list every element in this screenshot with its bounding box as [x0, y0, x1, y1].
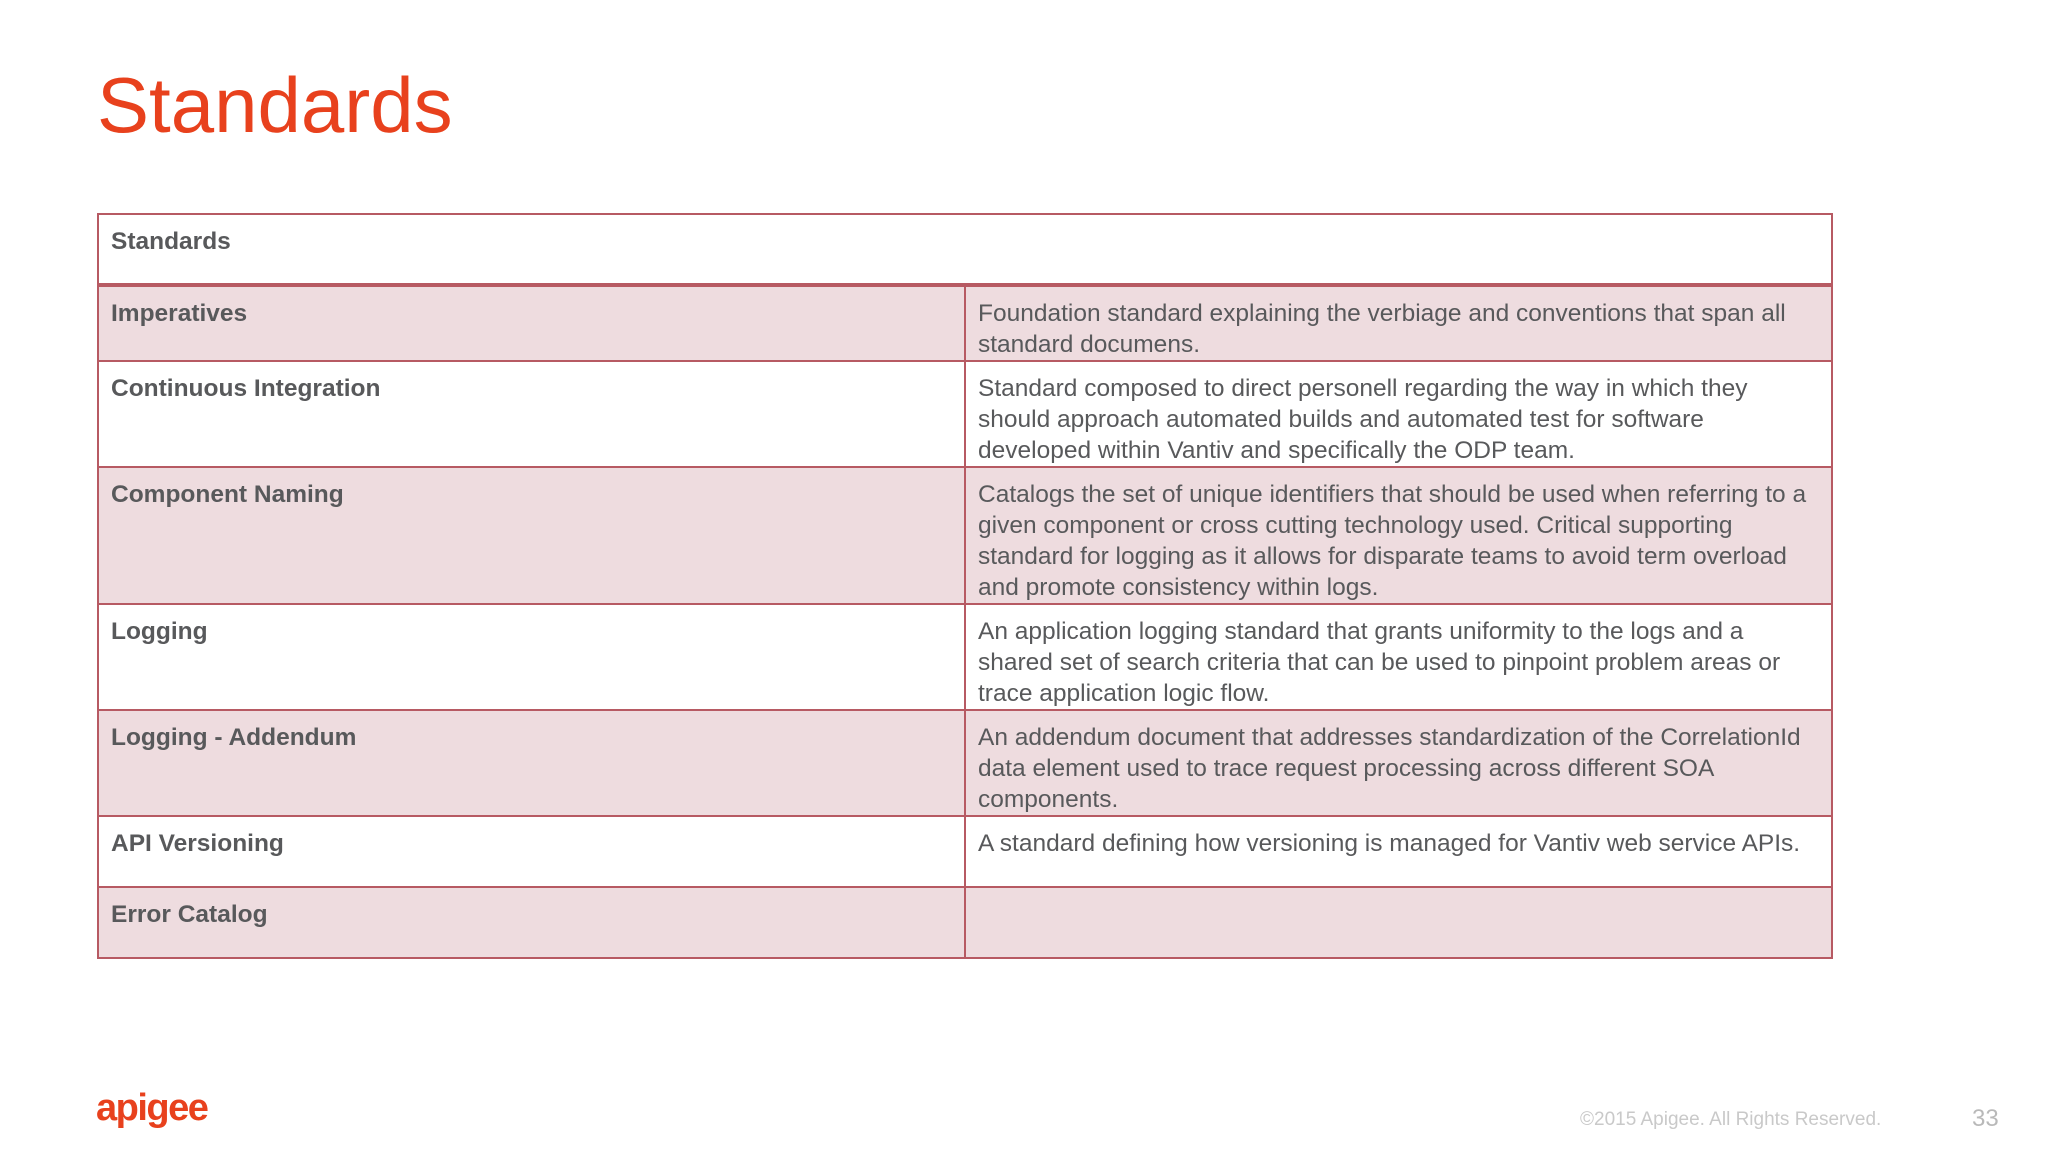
- table-row: [98, 467, 1832, 604]
- standard-description: Catalogs the set of unique identifiers that should be used when referring to a given component or cross cutting technology used. Critical supporting standard for logging as it allows for disparate teams to avoid term overload and promote consistency within logs.: [965, 467, 1832, 604]
- standard-name: Logging - Addendum: [98, 710, 965, 816]
- standard-description: Standard composed to direct personell regarding the way in which they should approach automated builds and automated test for software developed within Vantiv and specifically the ODP team.: [965, 361, 1832, 467]
- page-number: 33: [1972, 1105, 1999, 1132]
- standard-name: Error Catalog: [98, 887, 965, 958]
- standard-name: Logging: [98, 604, 965, 710]
- standards-table: [97, 213, 1833, 959]
- standard-description: [965, 887, 1832, 958]
- table-row: [98, 604, 1832, 710]
- standard-name: Imperatives: [98, 285, 965, 361]
- table-header-row: [98, 214, 1832, 285]
- table-header: Standards: [98, 214, 1832, 285]
- standard-name: API Versioning: [98, 816, 965, 887]
- standard-description: An application logging standard that grants uniformity to the logs and a shared set of search criteria that can be used to pinpoint problem areas or trace application logic flow.: [965, 604, 1832, 710]
- table-row: [98, 887, 1832, 958]
- standard-name: Component Naming: [98, 467, 965, 604]
- table-row: [98, 361, 1832, 467]
- apigee-logo: apigee: [96, 1087, 208, 1129]
- standard-description: Foundation standard explaining the verbiage and conventions that span all standard documens.: [965, 285, 1832, 361]
- table-row: [98, 285, 1832, 361]
- slide-title: Standards: [97, 61, 453, 149]
- standard-name: Continuous Integration: [98, 361, 965, 467]
- table-row: [98, 816, 1832, 887]
- table-row: [98, 710, 1832, 816]
- copyright-notice: ©2015 Apigee. All Rights Reserved.: [1580, 1109, 1882, 1130]
- standard-description: An addendum document that addresses standardization of the CorrelationId data element used to trace request processing across different SOA components.: [965, 710, 1832, 816]
- standard-description: A standard defining how versioning is managed for Vantiv web service APIs.: [965, 816, 1832, 887]
